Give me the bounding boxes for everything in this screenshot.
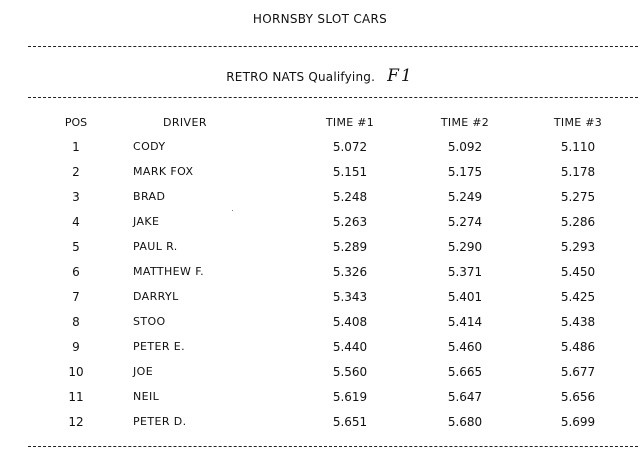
time-2-cell: 5.665 [447,365,483,379]
driver-cell: MATTHEW F. [133,265,205,278]
time-1-cell: 5.651 [332,415,368,429]
dashed-divider-bottom [28,446,638,447]
time-1-cell: 5.560 [332,365,368,379]
time-3-cell: 5.286 [560,215,596,229]
driver-cell: BRAD [133,190,166,203]
time-3-cell: 5.656 [560,390,596,404]
table-row [0,136,640,161]
time-1-cell: 5.263 [332,215,368,229]
time-2-cell: 5.274 [447,215,483,229]
driver-cell: STOO [133,315,166,328]
handwritten-class-label: F1 [387,66,414,86]
qualifying-results-table [0,112,640,436]
table-row [0,286,640,311]
time-1-cell: 5.072 [332,140,368,154]
table-row [0,361,640,386]
pos-cell: 3 [72,190,80,204]
driver-cell: MARK FOX [133,165,194,178]
driver-cell: CODY [133,140,166,153]
time-1-cell: 5.151 [332,165,368,179]
pos-cell: 4 [72,215,80,229]
driver-cell: JOE [133,365,154,378]
pos-cell: 10 [68,365,84,379]
table-row [0,261,640,286]
time-2-cell: 5.092 [447,140,483,154]
time-3-cell: 5.275 [560,190,596,204]
event-heading [0,66,640,86]
time-3-cell: 5.293 [560,240,596,254]
table-row [0,336,640,361]
header-driver: DRIVER [163,116,207,129]
dashed-divider-middle [28,97,638,98]
event-name: RETRO NATS Qualifying. [226,70,376,84]
time-1-cell: 5.248 [332,190,368,204]
time-3-cell: 5.178 [560,165,596,179]
time-3-cell: 5.486 [560,340,596,354]
driver-cell: PETER E. [133,340,186,353]
pos-cell: 9 [72,340,80,354]
table-row [0,236,640,261]
time-3-cell: 5.438 [560,315,596,329]
table-row [0,186,640,211]
time-2-cell: 5.249 [447,190,483,204]
header-time-2: TIME #2 [440,116,490,129]
time-3-cell: 5.699 [560,415,596,429]
time-3-cell: 5.450 [560,265,596,279]
table-header-row [0,112,640,136]
table-row [0,211,640,236]
table-body [0,136,640,436]
header-pos: POS [64,116,88,129]
pos-cell: 7 [72,290,80,304]
table-row [0,386,640,411]
time-3-cell: 5.425 [560,290,596,304]
pos-cell: 1 [72,140,80,154]
header-time-3: TIME #3 [553,116,603,129]
scan-speck [232,210,233,211]
dashed-divider-top [28,46,638,47]
time-1-cell: 5.440 [332,340,368,354]
driver-cell: NEIL [133,390,160,403]
time-2-cell: 5.647 [447,390,483,404]
pos-cell: 6 [72,265,80,279]
time-1-cell: 5.408 [332,315,368,329]
time-3-cell: 5.110 [560,140,596,154]
table-row [0,411,640,436]
time-2-cell: 5.460 [447,340,483,354]
driver-cell: DARRYL [133,290,179,303]
organization-title: HORNSBY SLOT CARS [252,12,388,26]
driver-cell: PETER D. [133,415,187,428]
time-1-cell: 5.289 [332,240,368,254]
pos-cell: 2 [72,165,80,179]
time-2-cell: 5.414 [447,315,483,329]
time-2-cell: 5.680 [447,415,483,429]
time-1-cell: 5.326 [332,265,368,279]
pos-cell: 11 [68,390,84,404]
table-row [0,161,640,186]
time-1-cell: 5.343 [332,290,368,304]
pos-cell: 8 [72,315,80,329]
time-2-cell: 5.290 [447,240,483,254]
time-2-cell: 5.175 [447,165,483,179]
time-2-cell: 5.401 [447,290,483,304]
time-3-cell: 5.677 [560,365,596,379]
driver-cell: JAKE [133,215,160,228]
time-2-cell: 5.371 [447,265,483,279]
table-row [0,311,640,336]
pos-cell: 12 [68,415,84,429]
header-time-1: TIME #1 [325,116,375,129]
pos-cell: 5 [72,240,80,254]
time-1-cell: 5.619 [332,390,368,404]
driver-cell: PAUL R. [133,240,178,253]
